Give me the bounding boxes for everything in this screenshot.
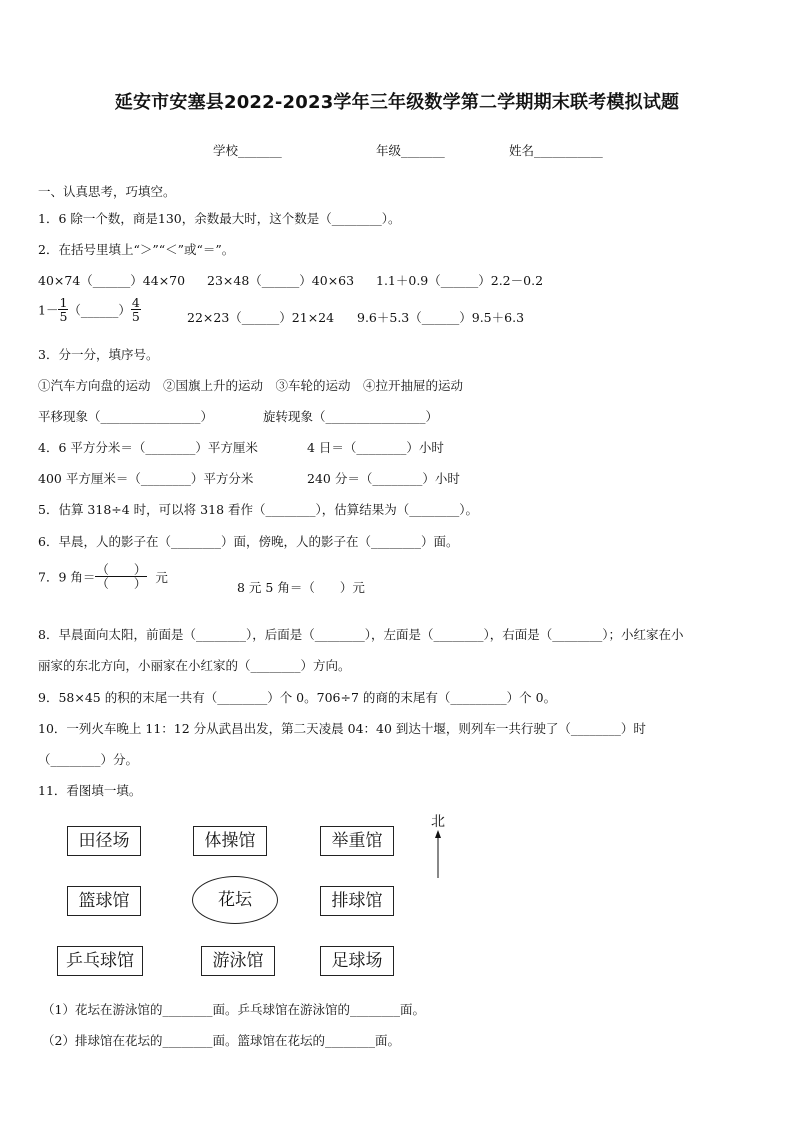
q4-item-3: 400 平方厘米＝（________）平方分米 [38,471,254,486]
venue-football: 足球场 [320,946,394,976]
question-11-2: （2）排球馆在花坛的________面。篮球馆在花坛的________面。 [42,1033,400,1048]
north-label: 北 [431,814,445,830]
venue-track-field: 田径场 [67,826,141,856]
venue-flower-bed: 花坛 [192,876,278,924]
q2-fraction-pre: 1－ [38,302,59,318]
question-1: 1．6 除一个数，商是130，余数最大时，这个数是（________）。 [38,211,401,226]
q2-fraction-blank: （______） [68,302,131,318]
question-3: 3．分一分，填序号。 [38,347,159,362]
question-5: 5．估算 318÷4 时，可以将 318 看作（________），估算结果为（________）。 [38,502,478,517]
q2-item-3: 1.1＋0.9（______）2.2－0.2 [376,273,544,288]
venue-volleyball: 排球馆 [320,886,394,916]
q3-translation: 平移现象（________________） [38,409,214,424]
q2-item-2: 23×48（______）40×63 [207,273,355,288]
question-11-1: （1）花坛在游泳馆的________面。乒乓球馆在游泳馆的________面。 [42,1002,425,1017]
grade-field[interactable]: 年级_______ [376,143,445,158]
question-8-line1: 8．早晨面向太阳，前面是（________），后面是（________），左面是（________），右面是（________）；小红家在小 [38,627,684,642]
page-title: 延安市安塞县2022-2023学年三年级数学第二学期期末联考模拟试题 [114,92,680,113]
q4-item-2: 4 日＝（________）小时 [307,440,444,455]
q2-item-6: 9.6＋5.3（______）9.5＋6.3 [357,310,525,325]
question-11: 11．看图填一填。 [38,783,142,798]
q4-item-1: 4．6 平方分米＝（________）平方厘米 [38,440,258,455]
question-7a: 7．9 角＝ $\frac{( )}{( )}$ 元 [38,562,168,592]
section-heading: 一、认真思考，巧填空。 [38,184,176,199]
fraction-one-fifth: $\frac{1}{5}$ [59,295,68,325]
question-8-line2: 丽家的东北方向，小丽家在小红家的（________）方向。 [38,658,351,673]
question-6: 6．早晨，人的影子在（________）面，傍晚，人的影子在（________）面。 [38,534,459,549]
school-field[interactable]: 学校_______ [213,143,282,158]
question-10-line1: 10．一列火车晚上 11：12 分从武昌出发，第二天凌晨 04：40 到达十堰，则列车一共行驶了（________）时 [38,721,646,736]
q2-item-1: 40×74（______）44×70 [38,273,186,288]
name-field[interactable]: 姓名___________ [509,143,603,158]
question-7b: 8 元 5 角＝（ ）元 [237,580,365,595]
fraction-four-fifths: $\frac{4}{5}$ [131,295,140,325]
venue-swimming: 游泳馆 [201,946,275,976]
q2-fraction-item [38,296,141,323]
q7-fraction-blank: $\frac{( )}{( )}$ [96,562,147,592]
venue-basketball: 篮球馆 [67,886,141,916]
venue-weightlifting: 举重馆 [320,826,394,856]
q3-options: ①汽车方向盘的运动 ②国旗上升的运动 ③车轮的运动 ④拉开抽屉的运动 [38,378,464,393]
q3-rotation: 旋转现象（________________） [263,409,439,424]
question-9: 9．58×45 的积的末尾一共有（________）个 0。706÷7 的商的末尾有（_________）个 0。 [38,690,557,705]
question-10-line2: （________）分。 [38,752,139,767]
venue-table-tennis: 乒乓球馆 [57,946,143,976]
question-2: 2．在括号里填上“＞”“＜”或“＝”。 [38,242,235,257]
q4-item-4: 240 分＝（________）小时 [307,471,460,486]
north-arrow-icon [432,830,444,880]
q2-item-5: 22×23（______）21×24 [187,310,335,325]
venue-gymnastics: 体操馆 [193,826,267,856]
